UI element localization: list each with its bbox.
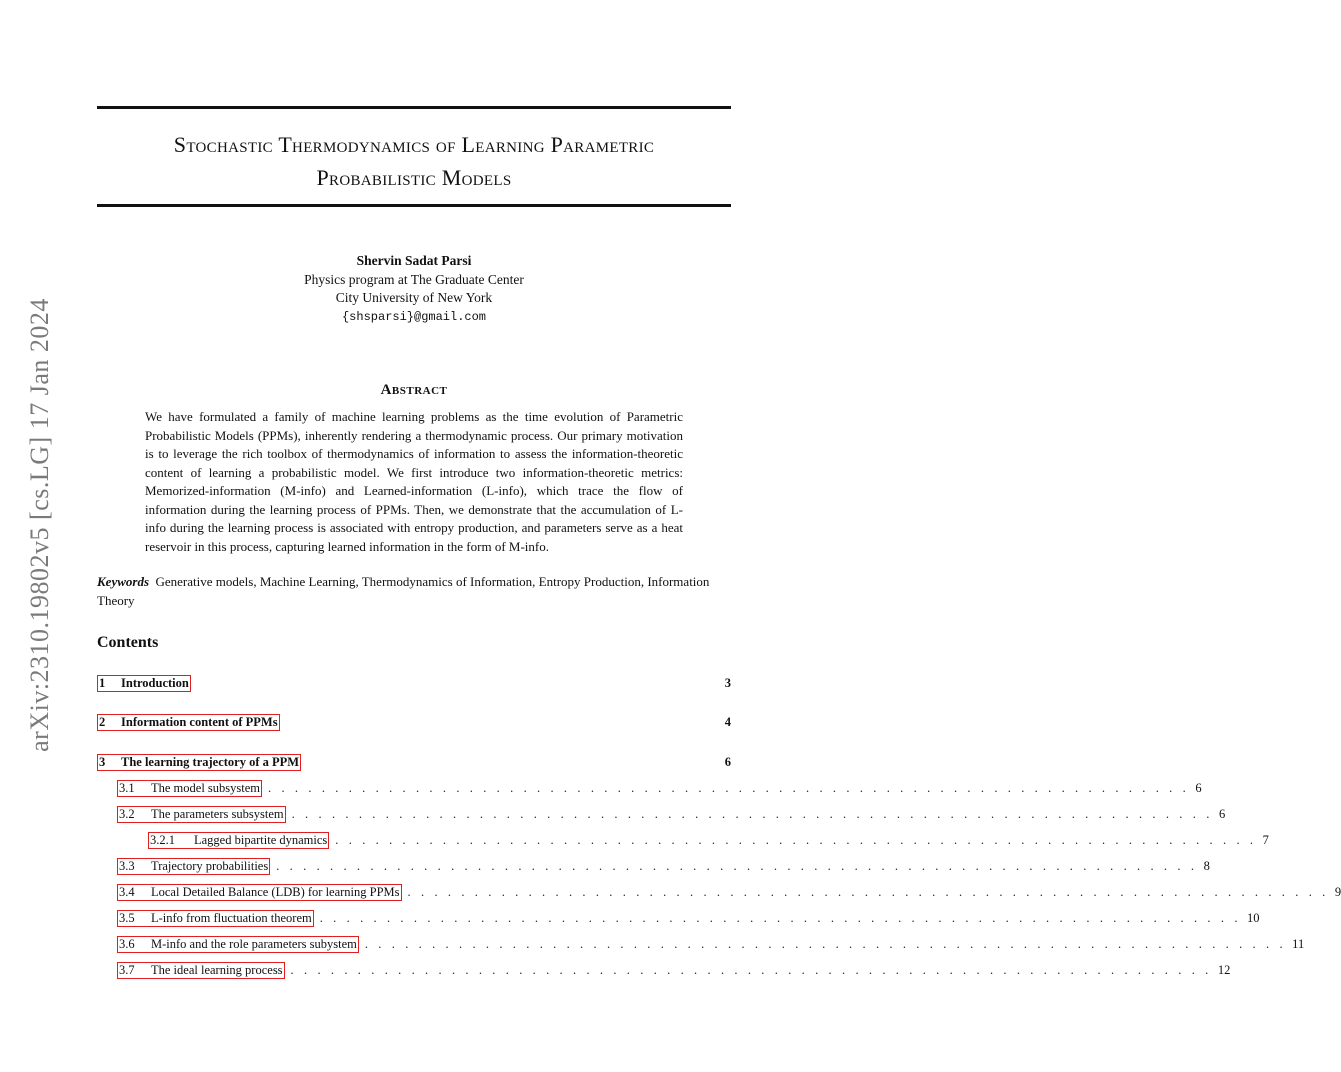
toc-page: 11: [1292, 937, 1305, 951]
toc-title: The learning trajectory of a PPM: [121, 755, 300, 769]
abstract-body: [145, 408, 683, 556]
keywords: [97, 572, 731, 610]
toc-number: 3.6: [119, 937, 135, 951]
toc-link[interactable]: [148, 832, 329, 849]
toc-number: 3: [99, 755, 106, 769]
toc-leader: . . . . . . . . . . . . . . . . . . . . . . . . . . . . . . . . . . . . . . . . . . . . . . . . . . . . . . . . . . . . . . . . . . . . .: [268, 781, 1190, 795]
toc-entry[interactable]: [97, 714, 731, 732]
toc-leader: . . . . . . . . . . . . . . . . . . . . . . . . . . . . . . . . . . . . . . . . . . . . . . . . . . . . . . . . . . . . . . . . . . . . .: [276, 859, 1198, 873]
toc-title: The model subsystem: [151, 781, 261, 795]
toc-number: 3.3: [119, 859, 135, 873]
toc-entry[interactable]: [117, 806, 1226, 824]
keywords-label: Keywords: [97, 574, 149, 589]
toc-page: 9: [1334, 885, 1341, 899]
toc-number: 3.2: [119, 807, 135, 821]
toc-title: Trajectory probabilities: [151, 859, 269, 873]
toc-entry[interactable]: [117, 910, 1260, 928]
toc-page: 4: [724, 715, 731, 729]
toc-number: 3.1: [119, 781, 135, 795]
toc-title: The ideal learning process: [151, 963, 283, 977]
toc-link[interactable]: [117, 780, 262, 797]
author-email: {shsparsi}@gmail.com: [341, 310, 487, 324]
toc-link[interactable]: [97, 754, 301, 771]
toc-link[interactable]: [117, 806, 286, 823]
title-line-2: Probabilistic Models: [316, 165, 512, 190]
toc-link[interactable]: [117, 884, 402, 901]
author-affiliation-1: Physics program at The Graduate Center: [304, 272, 524, 287]
toc-page: 10: [1247, 911, 1260, 925]
title-line-1: Stochastic Thermodynamics of Learning Parametric: [173, 132, 655, 157]
toc-entry[interactable]: [117, 962, 1231, 980]
toc-entry[interactable]: [117, 936, 1305, 954]
toc-link[interactable]: [97, 714, 280, 731]
toc-page: 6: [724, 755, 731, 769]
toc-number: 2: [99, 715, 106, 729]
toc-link[interactable]: [117, 936, 359, 953]
toc-title: L-info from fluctuation theorem: [151, 911, 312, 925]
toc-page: 6: [1218, 807, 1226, 821]
toc-leader: . . . . . . . . . . . . . . . . . . . . . . . . . . . . . . . . . . . . . . . . . . . . . . . . . . . . . . . . . . . . . . . . . . . . .: [291, 807, 1213, 821]
toc-title: M-info and the role parameters subystem: [151, 937, 357, 951]
top-rule: [97, 106, 731, 109]
abstract-heading: Abstract: [380, 382, 448, 398]
contents-heading: Contents: [97, 634, 159, 651]
toc-number: 3.7: [119, 963, 135, 977]
keywords-text: Generative models, Machine Learning, Thermodynamics of Information, Entropy Production, Information Theory: [97, 574, 710, 608]
toc-link[interactable]: [117, 962, 285, 979]
toc-entry[interactable]: [117, 884, 1341, 902]
toc-entry[interactable]: [117, 780, 1202, 798]
toc-title: Information content of PPMs: [121, 715, 278, 729]
arxiv-stamp: arXiv:2310.19802v5 [cs.LG] 17 Jan 2024: [25, 298, 54, 752]
toc-leader: . . . . . . . . . . . . . . . . . . . . . . . . . . . . . . . . . . . . . . . . . . . . . . . . . . . . . . . . . . . . . . . . . . . . .: [364, 937, 1287, 951]
bottom-rule: [97, 204, 731, 207]
author-affiliation-2: City University of New York: [335, 290, 493, 305]
toc-page: 6: [1195, 781, 1202, 795]
toc-link[interactable]: [97, 675, 191, 692]
toc-link[interactable]: [117, 910, 314, 927]
toc-page: 7: [1262, 833, 1269, 847]
toc-leader: . . . . . . . . . . . . . . . . . . . . . . . . . . . . . . . . . . . . . . . . . . . . . . . . . . . . . . . . . . . . . . . . . . . . .: [407, 885, 1329, 899]
toc-entry[interactable]: [148, 832, 1269, 850]
toc-title: Local Detailed Balance (LDB) for learning PPMs: [151, 885, 400, 899]
toc-title: Introduction: [121, 676, 189, 690]
toc-entry[interactable]: [97, 675, 731, 693]
toc-number: 3.2.1: [150, 833, 175, 847]
toc-link[interactable]: [117, 858, 270, 875]
toc-leader: . . . . . . . . . . . . . . . . . . . . . . . . . . . . . . . . . . . . . . . . . . . . . . . . . . . . . . . . . . . . . . . . . . . . .: [319, 911, 1242, 925]
toc-number: 3.4: [119, 885, 135, 899]
author-name: Shervin Sadat Parsi: [356, 253, 472, 268]
toc-title: The parameters subsystem: [151, 807, 284, 821]
toc-page: 8: [1203, 859, 1210, 873]
toc-number: 3.5: [119, 911, 135, 925]
abstract-text: We have formulated a family of machine learning problems as the time evolution of Parametric Probabilistic Models (PPMs), inherently rendering a thermodynamic process. Our primary motivation is to leverage the rich toolbox of thermodynamics of information to assess the information-theoretic content of learning a probabilistic model. We first introduce two information-theoretic metrics: Memorized-information (M-info) and Learned-information (L-info), which trace the flow of information during the learning process of PPMs. Then, we demonstrate that the accumulation of L-info during the learning process is associated with entropy production, and parameters serve as a heat reservoir in this process, capturing learned information in the form of M-info.: [145, 409, 683, 554]
toc-leader: . . . . . . . . . . . . . . . . . . . . . . . . . . . . . . . . . . . . . . . . . . . . . . . . . . . . . . . . . . . . . . . . . . . . .: [290, 963, 1212, 977]
toc-number: 1: [99, 676, 106, 690]
toc-entry[interactable]: [97, 754, 731, 772]
toc-leader: . . . . . . . . . . . . . . . . . . . . . . . . . . . . . . . . . . . . . . . . . . . . . . . . . . . . . . . . . . . . . . . . . . . . .: [335, 833, 1257, 847]
toc-title: Lagged bipartite dynamics: [194, 833, 328, 847]
toc-page: 3: [724, 676, 731, 690]
toc-entry[interactable]: [117, 858, 1210, 876]
toc-page: 12: [1217, 963, 1231, 977]
